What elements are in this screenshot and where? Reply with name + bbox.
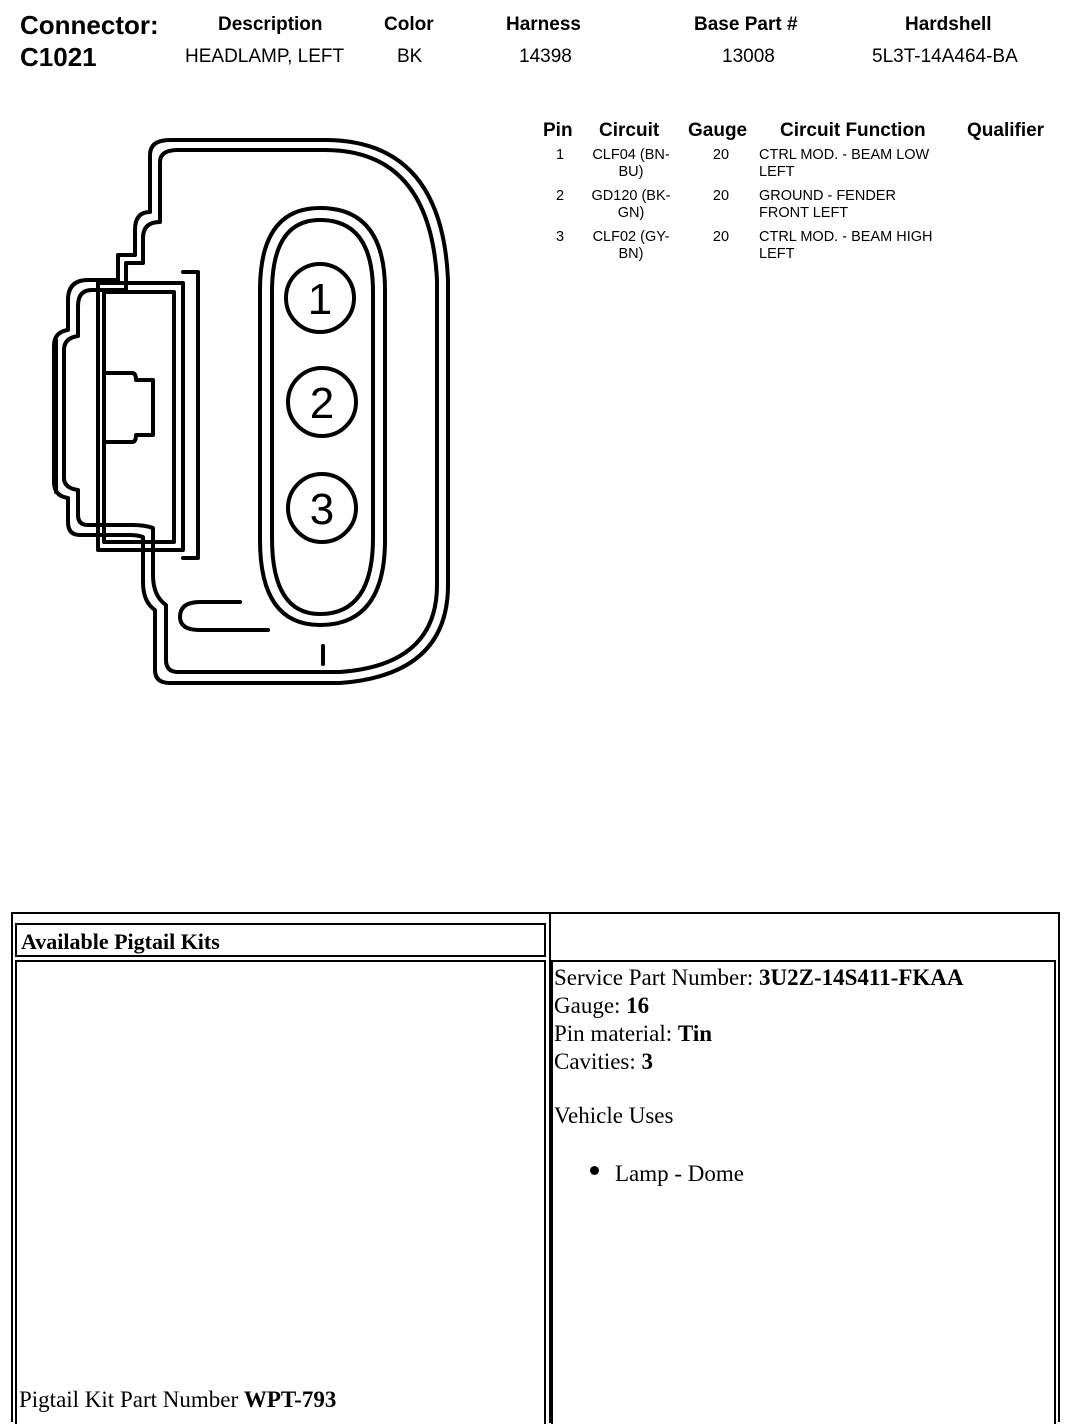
cavities-label: Cavities: [554,1049,642,1074]
gauge-value: 20 [712,188,730,204]
kit-part-line [19,1386,336,1414]
function-line-1: CTRL MOD. - BEAM LOW [759,147,930,163]
pigtail-header: Available Pigtail Kits [21,929,220,954]
bottom-notch [180,602,268,630]
pin-1-label: 1 [307,275,333,324]
circuit-line-1: CLF02 (GY- [592,229,670,245]
pigtail-gauge-value: 16 [626,993,650,1018]
color-value: BK [397,46,423,67]
function-line-2: LEFT [759,164,795,180]
pigtail-gauge-label: Gauge: [554,993,627,1018]
base-part-value: 13008 [722,46,775,67]
base-part-label: Base Part # [694,14,798,35]
pin-3-label: 3 [309,485,335,534]
hardshell-label: Hardshell [905,14,992,35]
latch-block [98,283,183,550]
housing-outer-outline [54,140,448,683]
connector-label: Connector: [20,10,159,40]
latch-rail [183,272,198,558]
circuit-line-1: CLF04 (BN- [592,147,670,163]
function-line-2: FRONT LEFT [759,205,849,221]
kit-part-value: WPT-793 [243,1387,337,1412]
pin-header: Pin [543,120,573,141]
circuit-function-header: Circuit Function [780,120,926,141]
bullet-icon [590,1166,599,1175]
harness-value: 14398 [519,46,572,67]
cavities-value: 3 [641,1049,654,1074]
gauge-header: Gauge [688,120,748,141]
pin-2-label: 2 [309,379,335,428]
gauge-value: 20 [712,147,730,163]
function-line-1: CTRL MOD. - BEAM HIGH [759,229,933,245]
circuit-line-1: GD120 (BK- [591,188,671,204]
vehicle-uses-label: Vehicle Uses [554,1103,674,1128]
pin-material-line [554,1020,712,1048]
list-item: Lamp - Dome [615,1161,745,1186]
circuit-line-2: GN) [617,205,645,221]
circuit-header: Circuit [599,120,660,141]
gauge-line [554,992,649,1020]
pin-number: 2 [555,188,565,204]
circuit-line-2: BU) [618,164,644,180]
connector-id: C1021 [20,42,97,72]
latch-tab [104,373,153,442]
color-label: Color [384,14,434,35]
housing-inner-outline [64,150,437,672]
function-line-2: LEFT [759,246,795,262]
kit-part-label: Pigtail Kit Part Number [19,1387,244,1412]
harness-label: Harness [506,14,581,35]
pigtail-image-cell [15,960,546,1424]
pin-number: 3 [555,229,565,245]
description-label: Description [218,14,323,35]
circuit-line-2: BN) [618,246,644,262]
latch-inner [104,292,174,542]
pigtail-header-cell [15,923,546,957]
connector-diagram [40,130,470,700]
gauge-value: 20 [712,229,730,245]
function-line-1: GROUND - FENDER [759,188,896,204]
description-value: HEADLAMP, LEFT [185,46,345,67]
cavities-line [554,1048,653,1076]
pin-material-label: Pin material: [554,1021,678,1046]
service-part-line [554,964,963,992]
pin-number: 1 [555,147,565,163]
qualifier-header: Qualifier [967,120,1045,141]
service-part-value: 3U2Z-14S411-FKAA [759,965,964,990]
pin-material-value: Tin [677,1021,713,1046]
service-part-label: Service Part Number: [554,965,760,990]
hardshell-value: 5L3T-14A464-BA [872,46,1018,67]
